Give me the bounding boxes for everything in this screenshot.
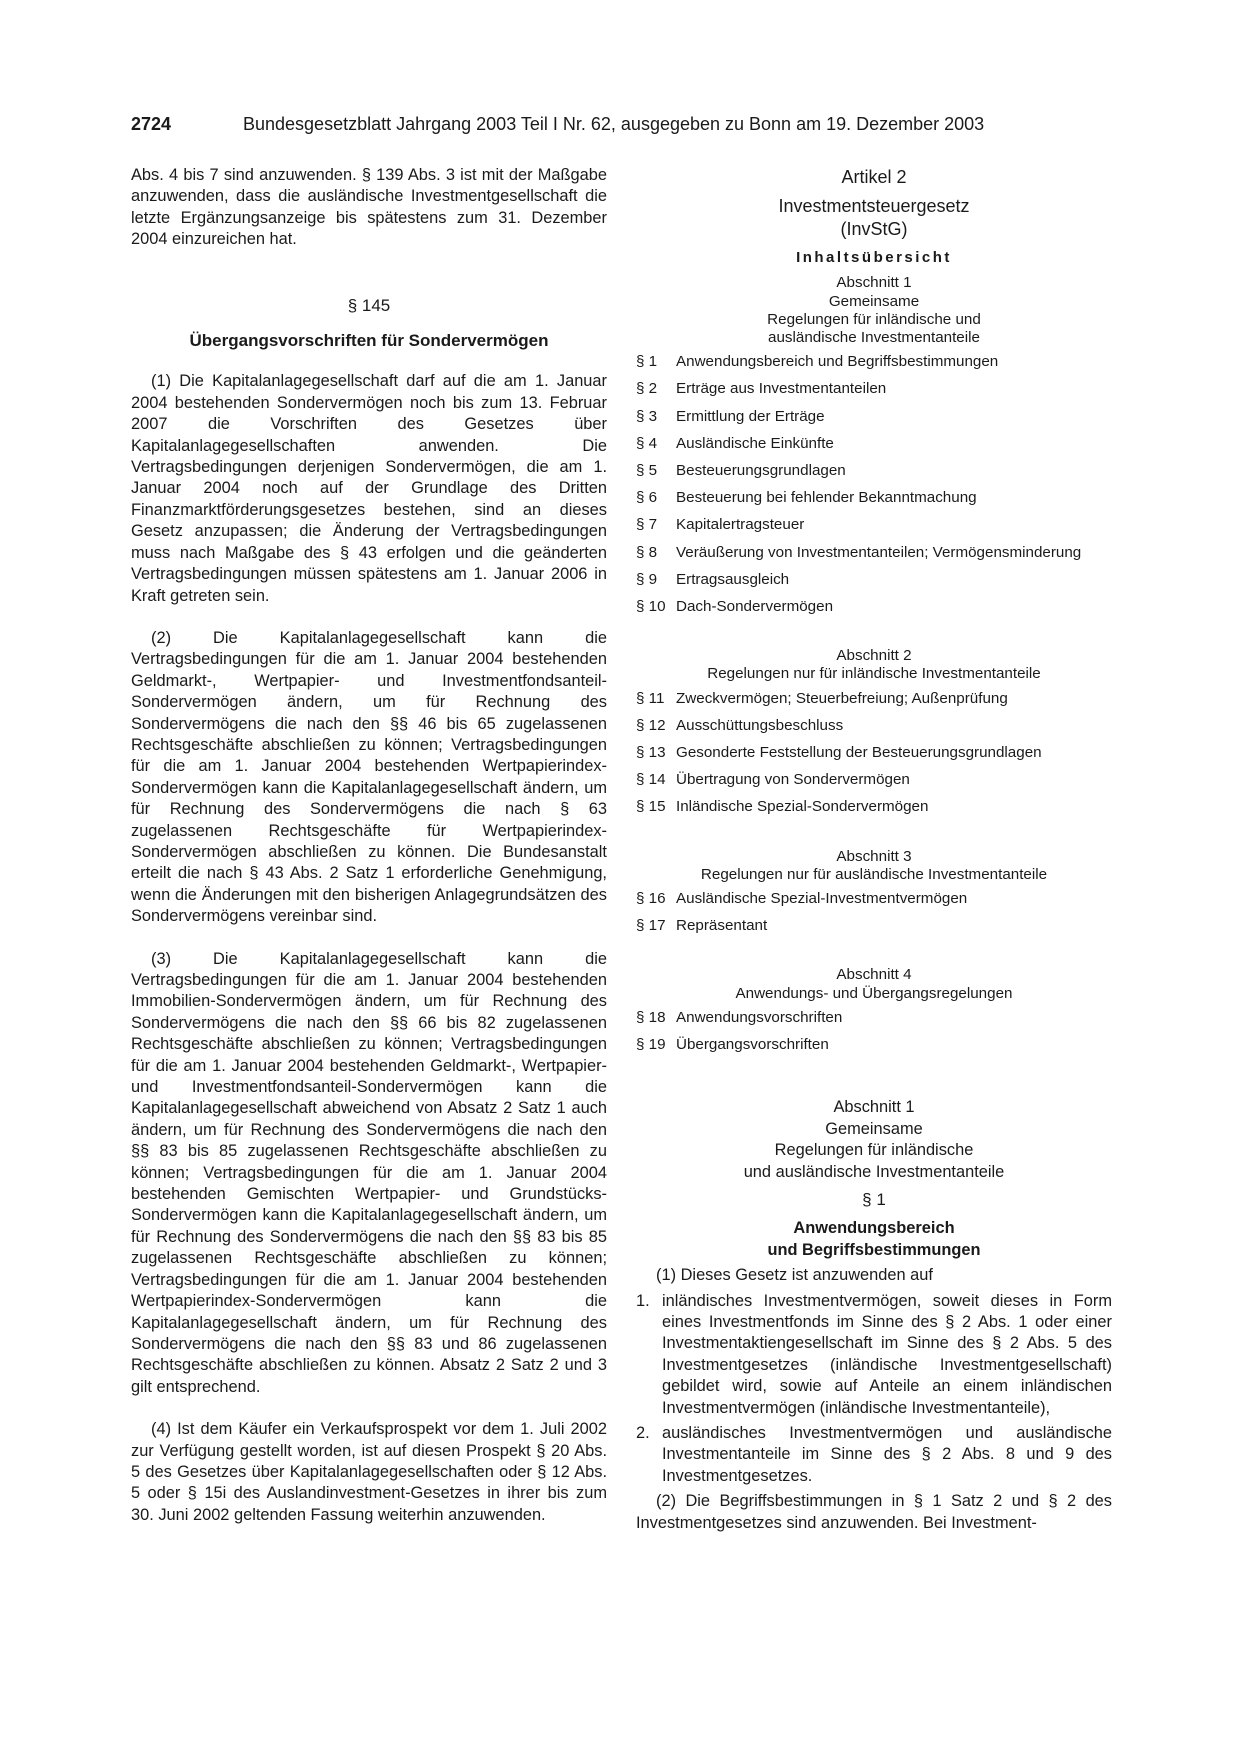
toc-item-title: Veräußerung von Investmentanteilen; Vermögensminderung [676, 543, 1082, 561]
toc-item-title: Ausländische Einkünfte [676, 434, 834, 452]
list-item-number: 1. [636, 1291, 650, 1310]
toc-item [636, 353, 1112, 371]
toc-item-number: § 9 [636, 570, 658, 588]
toc-item-number: § 6 [636, 489, 658, 507]
paragraph-number: § 1 [862, 1189, 886, 1209]
toc-item-title: Anwendungsvorschriften [676, 1008, 843, 1026]
paragraph-title-line: Anwendungsbereich [793, 1219, 955, 1238]
toc-item [636, 598, 1112, 616]
left-column [131, 165, 607, 1526]
toc-item-number: § 15 [636, 798, 666, 816]
toc-item-number: § 19 [636, 1036, 666, 1054]
toc-item [636, 516, 1112, 534]
toc-item-title: Repräsentant [676, 917, 768, 935]
toc-item-title: Übergangsvorschriften [676, 1036, 829, 1054]
section-heading-line: Regelungen für inländische [774, 1141, 974, 1160]
toc-item [636, 744, 1112, 762]
toc-item [636, 798, 1112, 816]
absatz-2: (2) Die Begriffsbestimmungen in § 1 Satz 2 und § 2 des Investmentgesetzes sind anzuwenden. Bei Investment- [636, 1492, 1112, 1532]
page-header [131, 112, 1111, 136]
paragraph-title [636, 1218, 1112, 1261]
paragraph-1: (1) Die Kapitalanlagegesellschaft darf auf die am 1. Januar 2004 bestehenden Sondervermögen noch bis zum 13. Februar 2007 die Vorschriften des Gesetzes über Kapitalanlagegesellschaften anwenden. Die Vertragsbedingungen derjenigen Sondervermögen, die am 1. Januar 2004 noch auf der Grundlage des Dritten Finanzmarktförderungsgesetzes bestehen, sind an dieses Gesetz anzupassen; die Änderung der Vertragsbedingungen muss nach Maßgabe des § 43 erfolgen und die geänderten Vertragsbedingungen müssen spätestens am 1. Januar 2006 in Kraft getreten sein. [131, 372, 607, 605]
toc-item-number: § 3 [636, 407, 658, 425]
toc-section-heading [636, 966, 1112, 1002]
toc-item [636, 717, 1112, 735]
table-of-contents [636, 274, 1112, 1054]
toc-section-heading [636, 848, 1112, 884]
list-item-number: 2. [636, 1423, 650, 1442]
toc-heading-line: Regelungen nur für ausländische Investmentanteile [700, 865, 1048, 883]
toc-section-heading [636, 274, 1112, 347]
list-item [636, 1291, 1112, 1419]
toc-heading-line: Regelungen nur für inländische Investmentanteile [707, 665, 1041, 683]
paragraph-3: (3) Die Kapitalanlagegesellschaft kann die Vertragsbedingungen für die am 1. Januar 2004 bestehenden Immobilien-Sondervermögen ändern, um für Rechnung des Sondervermögens die nach den §§ 66 bis 82 zugelassenen Rechtsgeschäfte abschließen zu können; Vertragsbedingungen für die am 1. Januar 2004 bestehenden Geldmarkt-, Wertpapier- und Investmentfondsanteil-Sondervermögen kann die Kapitalanlagegesellschaft abweichend von Absatz 2 Satz 1 auch ändern, um für Rechnung des Sondervermögens die nach den §§ 83 bis 85 zugelassenen Rechtsgeschäfte abschließen zu können; Vertragsbedingungen für die am 1. Januar 2004 bestehenden Gemischten Wertpapier- und Grundstücks-Sondervermögen kann die Kapitalanlagegesellschaft ändern, um für Rechnung des Sondervermögens die nach den §§ 83 bis 85 zugelassenen Rechtsgeschäfte abschließen zu können; Vertragsbedingungen für die am 1. Januar 2004 bestehenden Wertpapierindex-Sondervermögen kann die Kapitalanlagegesellschaft ändern, um für Rechnung des Sondervermögens die nach den §§ 83 und 86 zugelassenen Rechtsgeschäfte abschließen zu können. Absatz 2 Satz 2 und 3 gilt entsprechend. [131, 949, 607, 1396]
toc-item-number: § 1 [636, 353, 658, 371]
section-heading [636, 1097, 1112, 1183]
section-number: § 145 [347, 295, 391, 315]
toc-item-title: Ausschüttungsbeschluss [676, 716, 844, 734]
section-heading-line: Gemeinsame [825, 1119, 923, 1138]
toc-item-title: Anwendungsbereich und Begriffsbestimmungen [676, 353, 999, 371]
intro-paragraph: Abs. 4 bis 7 sind anzuwenden. § 139 Abs. 3 ist mit der Maßgabe anzuwenden, dass die ausländische Investmentgesellschaft die letzte Ergänzungsanzeige bis spätestens zum 31. Dezember 2004 einzureichen hat. [131, 166, 607, 249]
toc-item-title: Ermittlung der Erträge [676, 407, 825, 425]
toc-heading-line: Regelungen für inländische und [767, 310, 981, 328]
toc-item-number: § 11 [636, 689, 665, 707]
page-number: 2724 [131, 114, 172, 134]
toc-heading-line: Abschnitt 1 [836, 274, 912, 292]
gazette-title: Bundesgesetzblatt Jahrgang 2003 Teil I Nr. 62, ausgegeben zu Bonn am 19. Dezember 2003 [243, 114, 985, 134]
toc-item-number: § 2 [636, 380, 658, 398]
toc-item [636, 771, 1112, 789]
toc-item [636, 890, 1112, 908]
toc-item-number: § 14 [636, 771, 666, 789]
toc-item [636, 380, 1112, 398]
toc-item-number: § 18 [636, 1008, 666, 1026]
toc-item-title: Inländische Spezial-Sondervermögen [676, 798, 929, 816]
toc-item [636, 544, 1112, 562]
toc-item-title: Dach-Sondervermögen [676, 598, 834, 616]
toc-heading-line: Anwendungs- und Übergangsregelungen [735, 984, 1013, 1002]
toc-item [636, 1009, 1112, 1027]
toc-section-heading [636, 647, 1112, 683]
toc-item [636, 462, 1112, 480]
section-heading-line: Abschnitt 1 [833, 1098, 915, 1117]
toc-item-number: § 8 [636, 543, 658, 561]
toc-item-title: Zweckvermögen; Steuerbefreiung; Außenprüfung [676, 689, 1008, 707]
toc-item [636, 571, 1112, 589]
toc-item-number: § 5 [636, 462, 658, 480]
section-title: Übergangsvorschriften für Sondervermögen [189, 331, 549, 351]
toc-item [636, 408, 1112, 426]
toc-item [636, 690, 1112, 708]
toc-item-title: Erträge aus Investmentanteilen [676, 380, 887, 398]
toc-item [636, 1036, 1112, 1054]
paragraph-title-line: und Begriffsbestimmungen [767, 1240, 981, 1259]
toc-heading-line: Gemeinsame [828, 292, 920, 310]
toc-item-number: § 10 [636, 598, 666, 616]
toc-item-title: Gesonderte Feststellung der Besteuerungsgrundlagen [676, 744, 1042, 762]
toc-item-number: § 17 [636, 917, 666, 935]
toc-title: Inhaltsübersicht [796, 249, 952, 266]
toc-item-number: § 4 [636, 434, 658, 452]
law-title: Investmentsteuergesetz [778, 196, 970, 216]
list-item [636, 1423, 1112, 1487]
toc-item [636, 435, 1112, 453]
toc-item-number: § 13 [636, 744, 666, 762]
section-heading-line: und ausländische Investmentanteile [743, 1162, 1005, 1181]
paragraph-4: (4) Ist dem Käufer ein Verkaufsprospekt vor dem 1. Juli 2002 zur Verfügung gestellt worden, ist auf diesen Prospekt § 20 Abs. 5 des Gesetzes über Kapitalanlagegesellschaften oder § 12 Abs. 5 oder § 15i des Auslandinvestment-Gesetzes in ihrer bis zum 30. Juni 2002 geltenden Fassung weiterhin anzuwenden. [131, 1420, 607, 1524]
toc-item-title: Besteuerung bei fehlender Bekanntmachung [676, 489, 977, 507]
list-item-text: ausländisches Investmentvermögen und ausländische Investmentanteile im Sinne des § 2 Abs. 8 und 9 des Investmentgesetzes. [662, 1423, 1112, 1485]
toc-item [636, 917, 1112, 935]
article-label: Artikel 2 [841, 167, 907, 187]
toc-item-title: Kapitalertragsteuer [676, 516, 805, 534]
toc-item-title: Ertragsausgleich [676, 570, 790, 588]
toc-item-title: Ausländische Spezial-Investmentvermögen [676, 890, 968, 908]
toc-heading-line: Abschnitt 2 [836, 647, 912, 665]
right-column [636, 165, 1112, 1534]
paragraph-2: (2) Die Kapitalanlagegesellschaft kann die Vertragsbedingungen für die am 1. Januar 2004 bestehenden Geldmarkt-, Wertpapier- und Investmentfondsanteil-Sondervermögen ändern, um für Rechnung des Sondervermögens die nach den §§ 46 bis 65 zugelassenen Rechtsgeschäfte abschließen zu können; Vertragsbedingungen für die am 1. Januar 2004 bestehenden Wertpapierindex-Sondervermögen kann die Kapitalanlagegesellschaft ändern, um für Rechnung des Sondervermögens die nach § 63 zugelassenen Rechtsgeschäfte für Wertpapierindex-Sondervermögen abschließen zu können. Die Bundesanstalt erteilt die nach § 43 Abs. 2 Satz 1 erforderliche Genehmigung, wenn die Änderungen mit den bisherigen Anlagegrundsätzen des Sondervermögens vereinbar sind. [131, 628, 607, 926]
toc-heading-line: ausländische Investmentanteile [768, 329, 980, 347]
absatz-1-intro: (1) Dieses Gesetz ist anzuwenden auf [656, 1266, 933, 1285]
toc-item-title: Übertragung von Sondervermögen [676, 771, 910, 789]
toc-item-number: § 16 [636, 890, 666, 908]
law-abbreviation: (InvStG) [840, 219, 908, 239]
toc-item-number: § 7 [636, 516, 658, 534]
toc-item-number: § 12 [636, 716, 666, 734]
list-item-text: inländisches Investmentvermögen, soweit dieses in Form eines Investmentfonds im Sinne des § 2 Abs. 1 oder einer Investmentaktiengesellschaft im Sinne des § 2 Abs. 5 des Investmentgesetzes (inländische Investmentgesellschaft) gebildet wird, sowie auf Anteile an einem inländischen Investmentvermögen (inländische Investmentanteile), [662, 1291, 1112, 1417]
toc-heading-line: Abschnitt 4 [836, 966, 912, 984]
toc-item-title: Besteuerungsgrundlagen [676, 462, 846, 480]
toc-heading-line: Abschnitt 3 [836, 847, 912, 865]
toc-item [636, 489, 1112, 507]
